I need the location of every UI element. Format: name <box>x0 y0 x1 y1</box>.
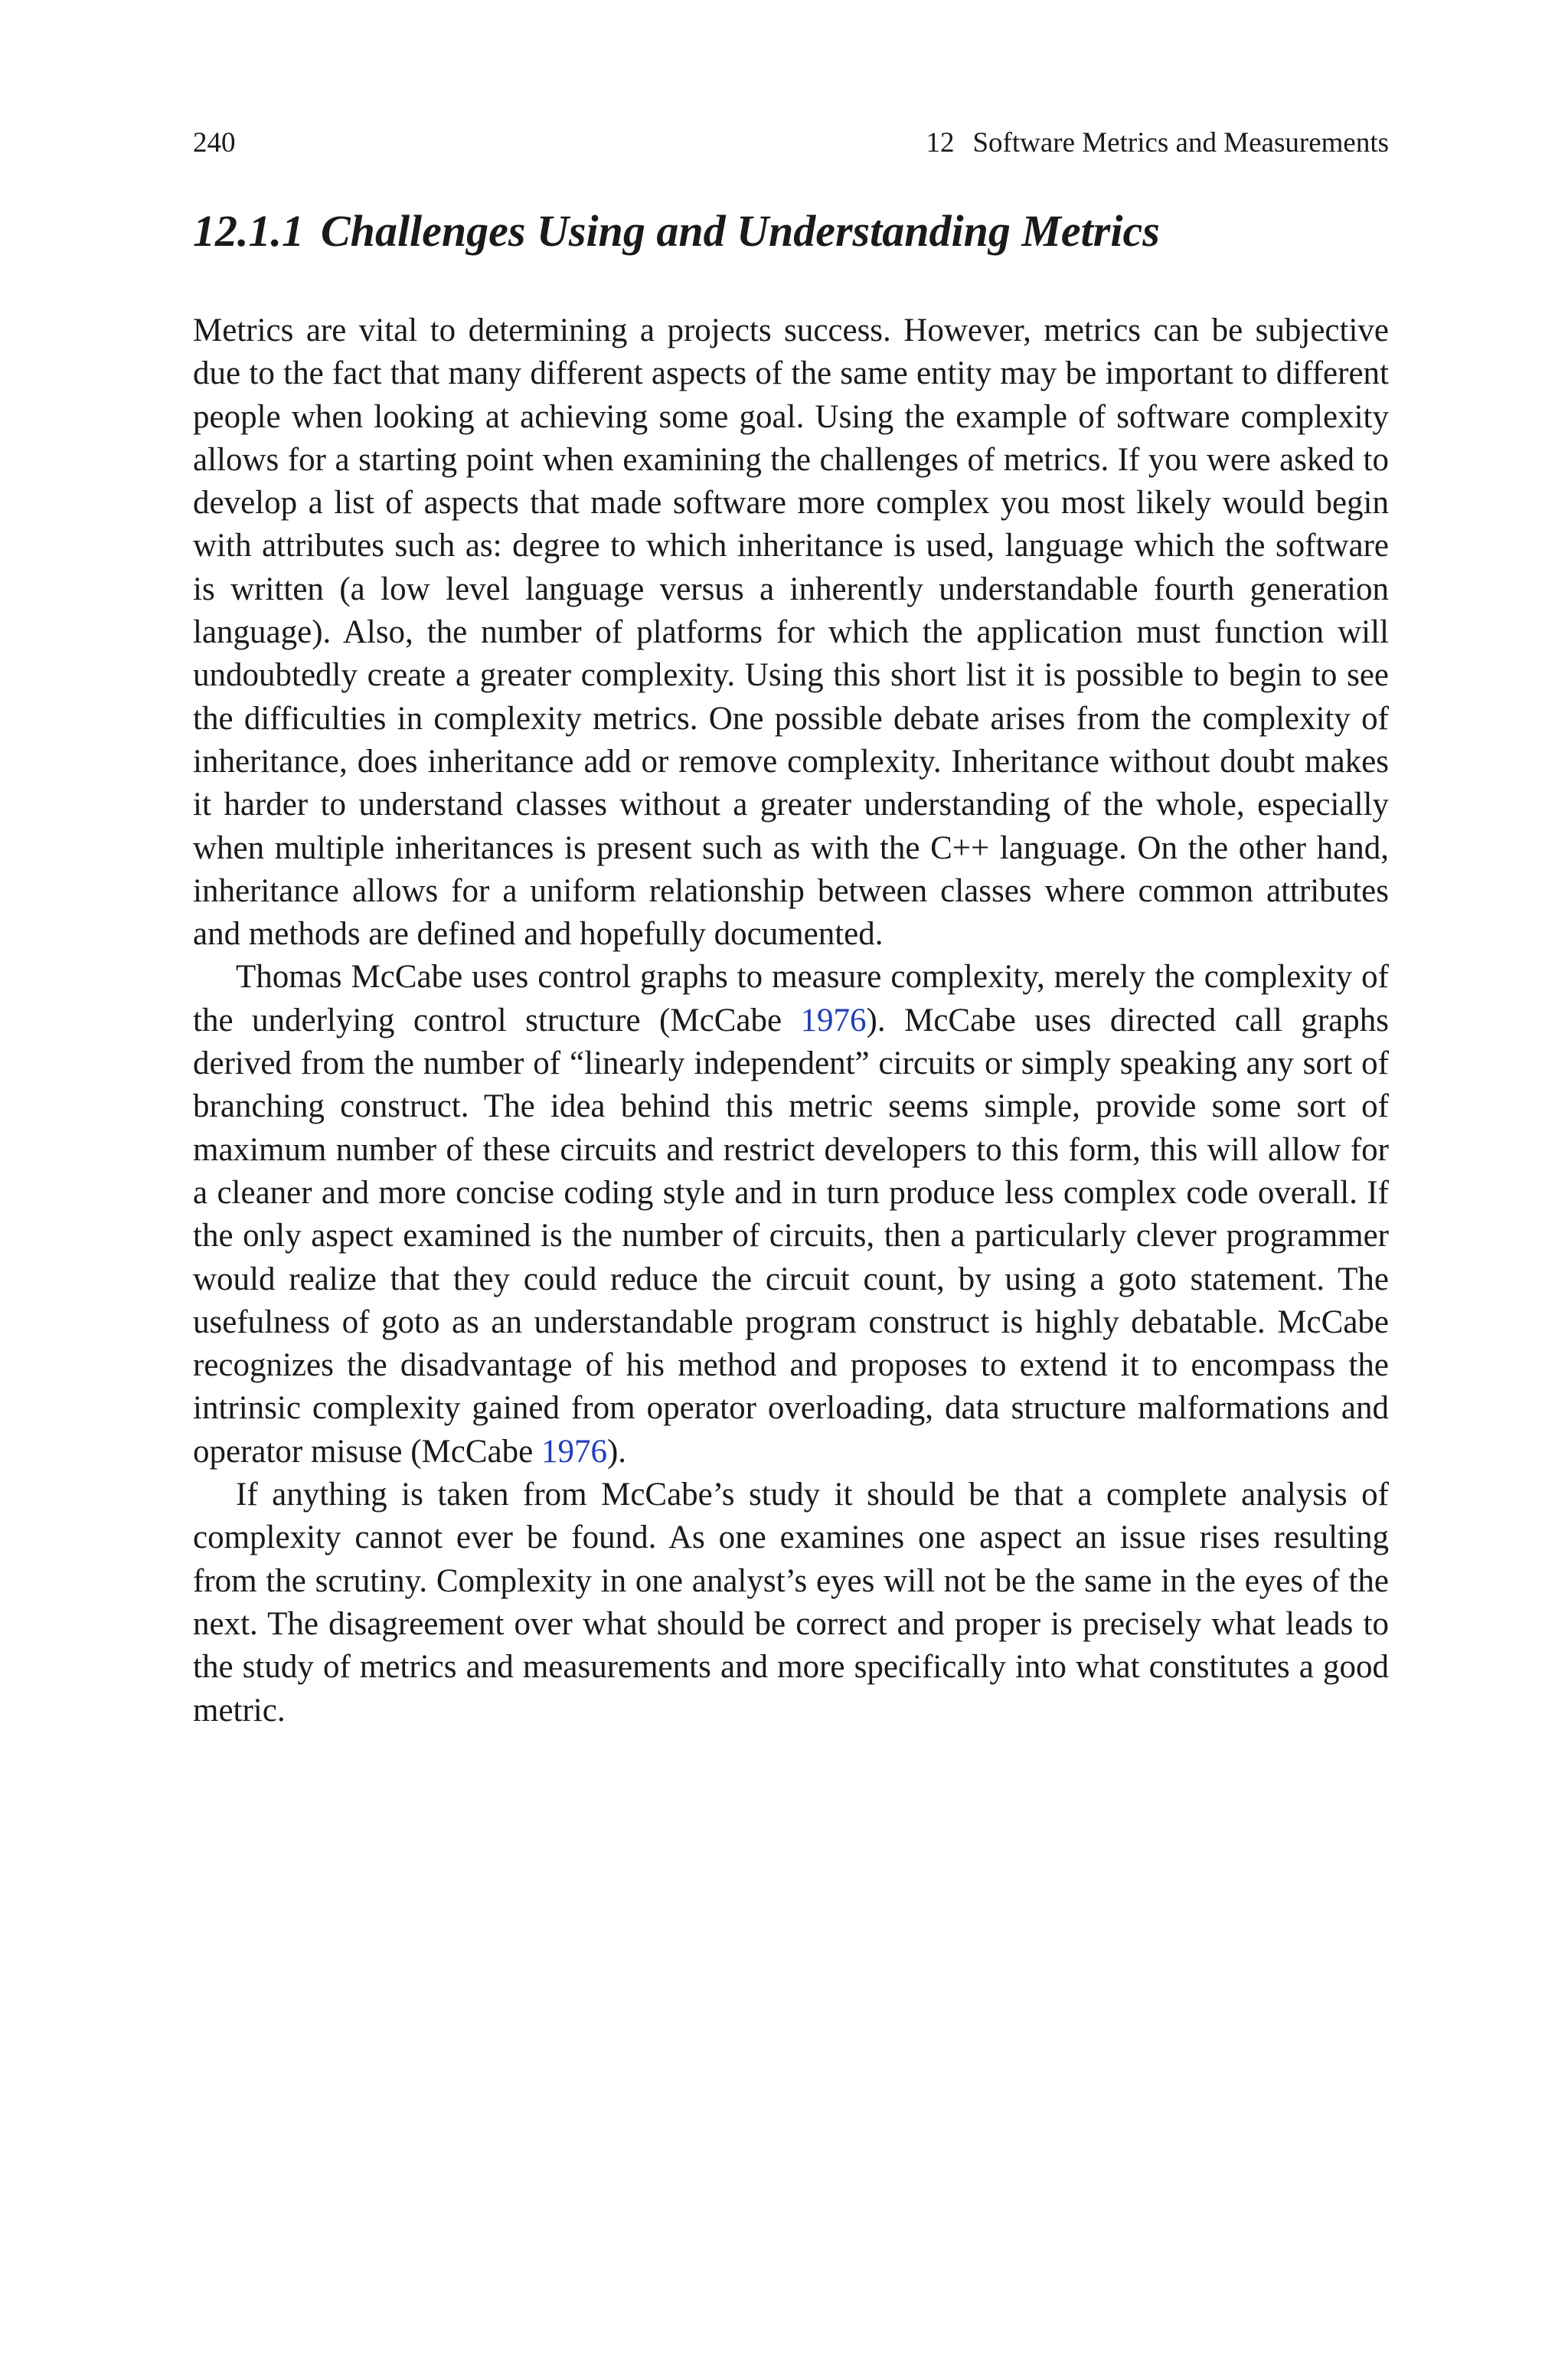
section-title: Challenges Using and Understanding Metrics <box>321 206 1160 256</box>
paragraph-2-text-a: Thomas McCabe uses control graphs to measure complexity, merely the complexity of the underlying control structure (McCabe <box>193 959 1389 1039</box>
body-text <box>193 309 1389 1732</box>
paragraph-1: Metrics are vital to determining a projects success. However, metrics can be subjective due to the fact that many different aspects of the same entity may be important to different people when looking at achieving some goal. Using the example of software complexity allows for a starting point when examining the challenges of metrics. If you were asked to develop a list of aspects that made software more complex you most likely would begin with attributes such as: degree to which inheritance is used, language which the software is written (a low level language versus a inherently understandable fourth generation language). Also, the number of platforms for which the application must function will undoubtedly create a greater complexity. Using this short list it is possible to begin to see the difficulties in complexity metrics. One possible debate arises from the complexity of inheritance, does inheritance add or remove complexity. Inheritance without doubt makes it harder to understand classes without a greater understanding of the whole, especially when multiple inheritances is present such as with the C++ language. On the other hand, inheritance allows for a uniform relationship between classes where common attributes and methods are defined and hopefully documented. <box>193 312 1389 953</box>
citation-link-mccabe-1976-second[interactable]: 1976 <box>541 1433 607 1470</box>
chapter-number: 12 <box>926 127 955 159</box>
chapter-running-title <box>926 123 1389 164</box>
citation-link-mccabe-1976[interactable]: 1976 <box>800 1002 867 1039</box>
paragraph-2-text-b: ). McCabe uses directed call graphs derived from the number of “linearly independent” circuits or simply speaking any sort of branching construct. The idea behind this metric seems simple, provide some sort of maximum number of these circuits and restrict developers to this form, this will allow for a cleaner and more concise coding style and in turn produce less complex code overall. If the only aspect examined is the number of circuits, then a particularly clever programmer would realize that they could reduce the circuit count, by using a goto statement. The usefulness of goto as an understandable program construct is highly debatable. McCabe recognizes the disadvantage of his method and proposes to extend it to encompass the intrinsic complexity gained from operator overloading, data structure malformations and operator misuse (McCabe <box>193 1002 1389 1470</box>
running-header <box>193 123 1389 164</box>
chapter-title: Software Metrics and Measurements <box>972 127 1389 159</box>
paragraph-3: If anything is taken from McCabe’s study it should be that a complete analysis of complexity cannot ever be found. As one examines one aspect an issue rises resulting from the scrutiny. Complexity in one analyst’s eyes will not be the same in the eyes of the next. The disagreement over what should be correct and proper is precisely what leads to the study of metrics and measurements and more specifically into what constitutes a good metric. <box>193 1477 1389 1729</box>
section-heading <box>193 201 1389 262</box>
paragraph-2-text-c: ). <box>606 1433 627 1470</box>
paragraph-2 <box>193 956 1389 1474</box>
section-number: 12.1.1 <box>193 206 304 256</box>
page-number: 240 <box>193 127 236 159</box>
